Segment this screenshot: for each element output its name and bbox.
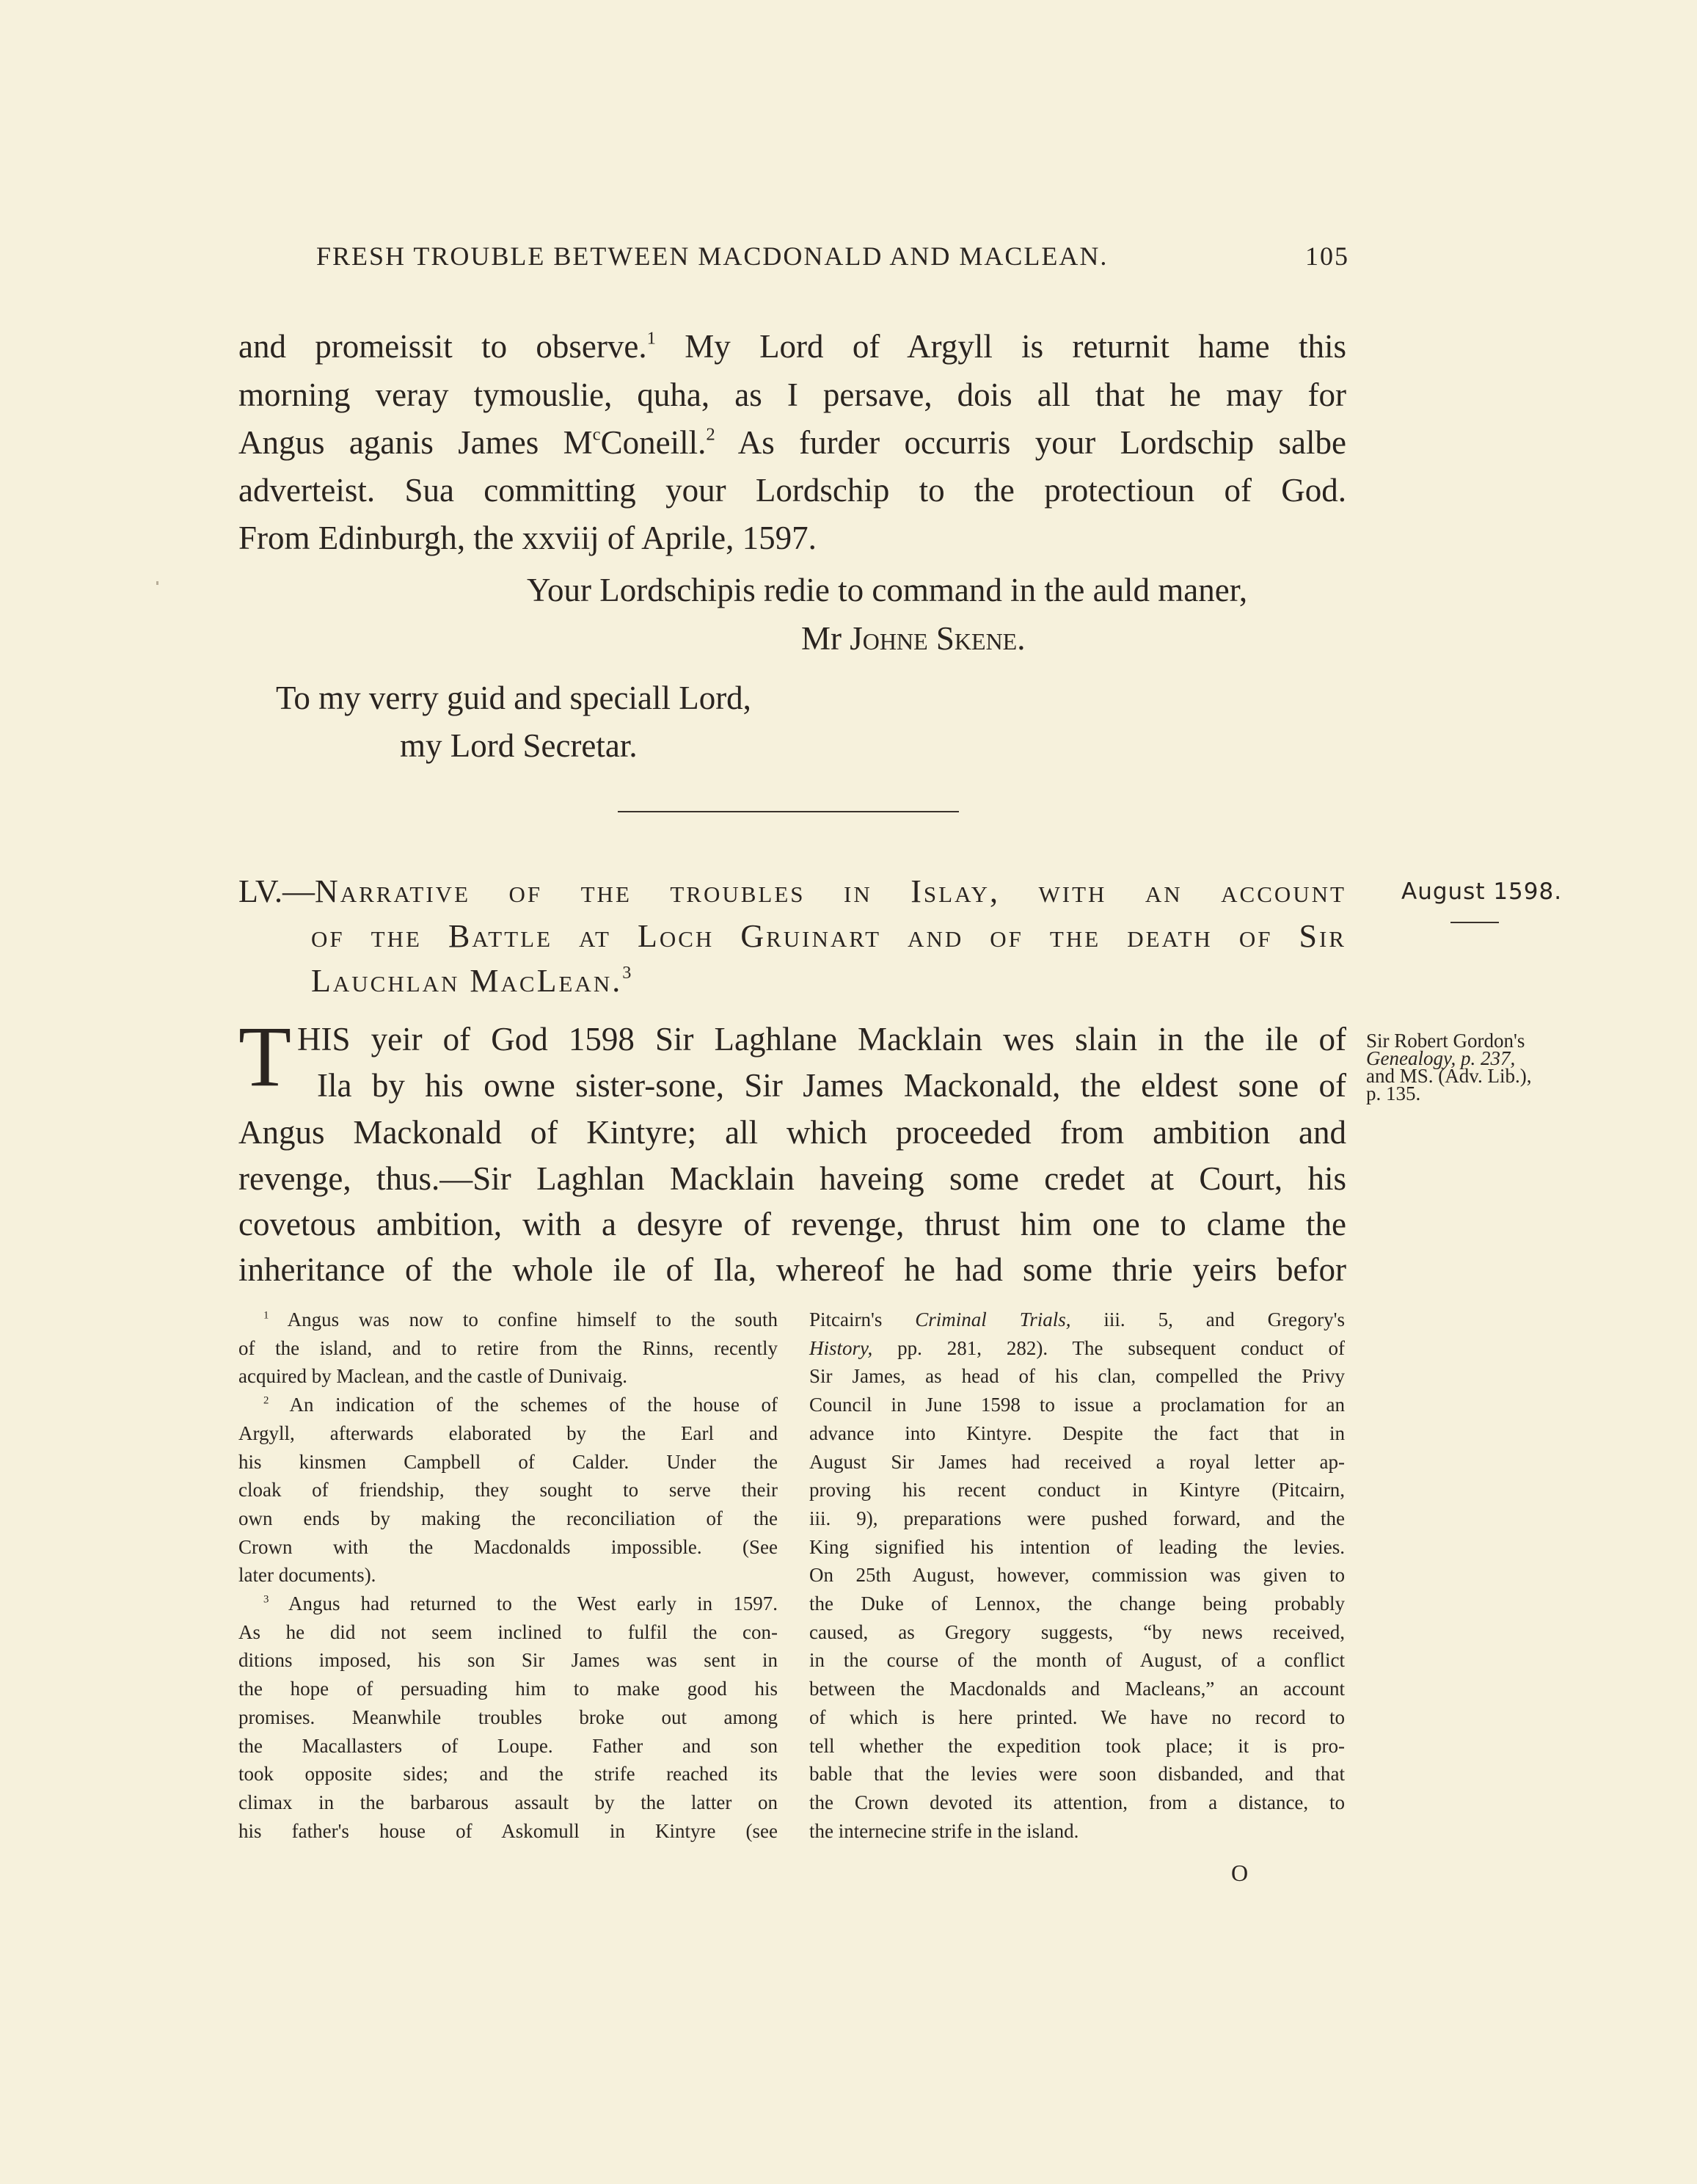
footnote-line: Crown with the Macdonalds impossible. (See xyxy=(238,1535,778,1558)
page-number: 105 xyxy=(1305,241,1349,271)
section-divider xyxy=(618,811,959,812)
narrative-line-6: inheritance of the whole ile of Ila, whereof he had some thrie yeirs befor xyxy=(238,1251,1346,1288)
footnote-line: between the Macdonalds and Macleans,” an account xyxy=(809,1678,1345,1700)
footnote-line: the hope of persuading him to make good his xyxy=(238,1678,778,1700)
footnote-3-line: $^3$ Angus had returned to the West early in 1597. xyxy=(263,1592,778,1615)
footnote-line: acquired by Maclean, and the castle of Dunivaig. xyxy=(238,1365,628,1388)
footnote-line: August Sir James had received a royal letter ap- xyxy=(809,1450,1345,1473)
footnotes-left-column xyxy=(238,1306,778,1845)
date-note-rule xyxy=(1450,922,1499,923)
footnote-line: his kinsmen Campbell of Calder. Under the xyxy=(238,1450,778,1473)
footnote-line: in the course of the month of August, of a conflict xyxy=(809,1649,1345,1672)
narrative-line-3: Angus Mackonald of Kintyre; all which proceeded from ambition and xyxy=(238,1114,1346,1151)
narrative-line-4: revenge, thus.—Sir Laghlan Macklain haveing some credet at Court, his xyxy=(238,1160,1346,1197)
footnote-line: caused, as Gregory suggests, “by news received, xyxy=(809,1620,1345,1643)
paper-speck xyxy=(156,581,158,585)
footnote-line: the internecine strife in the island. xyxy=(809,1819,1079,1842)
footnote-line: climax in the barbarous assault by the latter on xyxy=(238,1791,778,1813)
section-heading-line-3: Lauchlan MacLean.$^3$ xyxy=(311,962,632,999)
footnote-line: bable that the levies were soon disbanded, and that xyxy=(809,1763,1345,1786)
section-heading-line-1: LV.—Narrative of the troubles in Islay, with an account xyxy=(238,873,1346,909)
footnote-line: own ends by making the reconciliation of the xyxy=(238,1507,778,1529)
footnote-line: took opposite sides; and the strife reached its xyxy=(238,1763,778,1786)
footnote-line: Sir James, as head of his clan, compelled the Privy xyxy=(809,1365,1345,1388)
narrative-line-5: covetous ambition, with a desyre of revenge, thrust him one to clame the xyxy=(238,1206,1346,1242)
section-number: LV.— xyxy=(238,873,315,909)
footnote-line: ditions imposed, his son Sir James was sent in xyxy=(238,1649,778,1672)
letter-line-3: Angus aganis James $M^cConeill.^2$ As furder occurris your Lordschip salbe xyxy=(238,424,1346,461)
narrative-line-2: Ila by his owne sister-sone, Sir James Mackonald, the eldest sone of xyxy=(317,1067,1346,1104)
footnote-line: the Duke of Lennox, the change being probably xyxy=(809,1592,1345,1615)
footnote-line: advance into Kintyre. Despite the fact that in xyxy=(809,1422,1345,1444)
source-note-line-2: Genealogy, p. 237, xyxy=(1366,1047,1516,1069)
footnote-line: of which is here printed. We have no record to xyxy=(809,1706,1345,1728)
footnote-line: iii. 9), preparations were pushed forward, and the xyxy=(809,1507,1345,1529)
footnote-line: later documents). xyxy=(238,1564,376,1587)
source-note-line-4: p. 135. xyxy=(1366,1082,1421,1104)
footnote-line: On 25th August, however, commission was given to xyxy=(809,1564,1345,1587)
footnote-line: History, pp. 281, 282). The subsequent conduct of xyxy=(809,1336,1345,1359)
letter-signature: Mr Johne Skene. xyxy=(801,620,1026,657)
footnote-line: tell whether the expedition took place; it is pro- xyxy=(809,1734,1345,1757)
footnote-2-line: $^2$ An indication of the schemes of the house of xyxy=(263,1394,778,1416)
letter-line-5: From Edinburgh, the xxviij of Aprile, 1597. xyxy=(238,520,817,556)
source-note-line-1: Sir Robert Gordon's xyxy=(1366,1030,1525,1052)
running-title: FRESH TROUBLE BETWEEN MACDONALD AND MACLEAN. xyxy=(316,241,1109,271)
letter-address-2: my Lord Secretar. xyxy=(400,727,638,764)
footnote-line: As he did not seem inclined to fulfil the con- xyxy=(238,1620,778,1643)
footnote-line: cloak of friendship, they sought to serve their xyxy=(238,1479,778,1502)
date-margin-note: August 1598. xyxy=(1401,878,1563,905)
footnote-line: Pitcairn's Criminal Trials, iii. 5, and Gregory's xyxy=(809,1308,1345,1331)
footnote-line: Argyll, afterwards elaborated by the Earl and xyxy=(238,1422,778,1444)
footnote-line: promises. Meanwhile troubles broke out among xyxy=(238,1706,778,1728)
letter-closing: Your Lordschipis redie to command in the auld maner, xyxy=(527,572,1248,608)
section-heading-line-2: of the Battle at Loch Gruinart and of the death of Sir xyxy=(311,918,1346,954)
footnote-line: King signified his intention of leading the levies. xyxy=(809,1535,1345,1558)
source-note-line-3: and MS. (Adv. Lib.), xyxy=(1366,1065,1532,1087)
footnote-line: of the island, and to retire from the Rinns, recently xyxy=(238,1336,778,1359)
footnote-line: the Macallasters of Loupe. Father and son xyxy=(238,1734,778,1757)
letter-line-4: adverteist. Sua committing your Lordschip to the protectioun of God. xyxy=(238,472,1346,509)
printer-signature-mark: O xyxy=(1231,1860,1249,1886)
letter-line-1: and promeissit to observe.$^1$ My Lord of Argyll is returnit hame this xyxy=(238,328,1346,365)
footnote-line: his father's house of Askomull in Kintyre (see xyxy=(238,1819,778,1842)
letter-line-2: morning veray tymouslie, quha, as I persave, dois all that he may for xyxy=(238,376,1346,413)
letter-address-1: To my verry guid and speciall Lord, xyxy=(276,680,751,716)
narrative-line-1: HIS yeir of God 1598 Sir Laghlane Macklain wes slain in the ile of xyxy=(297,1021,1346,1058)
footnote-line: Council in June 1598 to issue a proclamation for an xyxy=(809,1394,1345,1416)
footnote-line: the Crown devoted its attention, from a distance, to xyxy=(809,1791,1345,1813)
footnotes-right-column xyxy=(809,1306,1345,1845)
footnote-1-line: $^1$ Angus was now to confine himself to the south xyxy=(263,1308,778,1331)
footnote-line: proving his recent conduct in Kintyre (Pitcairn, xyxy=(809,1479,1345,1502)
drop-cap: T xyxy=(238,1008,292,1104)
